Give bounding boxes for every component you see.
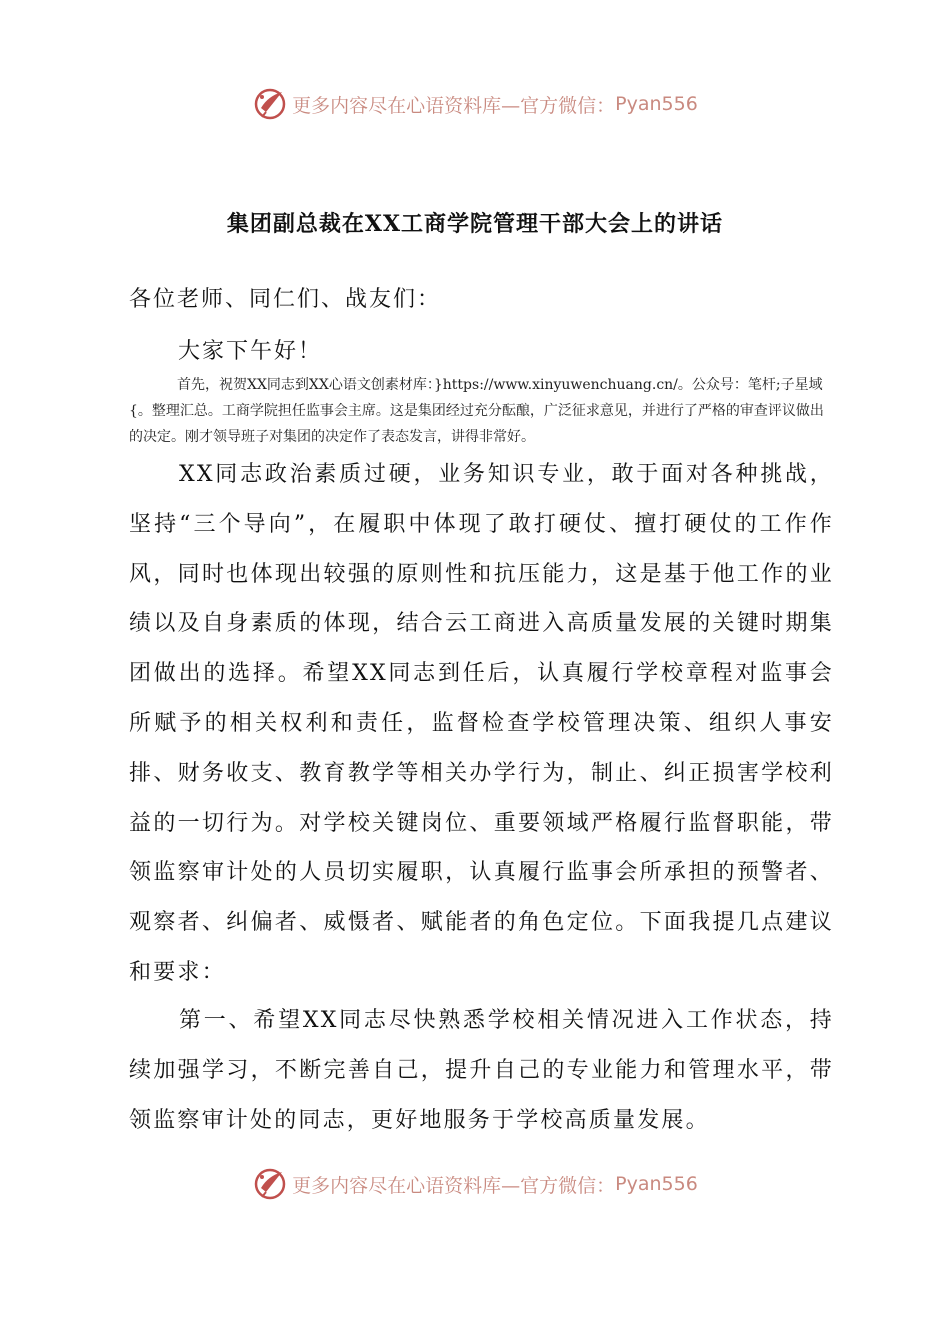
pen-logo-icon: [252, 1166, 288, 1202]
footer-banner-wechat-id: Pyan556: [615, 1173, 698, 1195]
header-banner-wechat-id: Pyan556: [615, 93, 698, 115]
pen-logo-icon: [252, 86, 288, 122]
footer-watermark-banner: [0, 1164, 950, 1204]
header-watermark-banner: [0, 84, 950, 124]
footer-banner-text: 更多内容尽在心语资料库—官方微信：: [292, 1174, 616, 1197]
intro-paragraph: 首先，祝贺XX同志到XX心语文创素材库：}https://www.xinyuwenchuang.cn/。公众号：笔杆;子星域{。整理汇总。工商学院担任监事会主席。这是集团经过充分酝酿，广泛征求意见，并进行了严格的审查评议做出的决定。刚才领导班子对集团的决定作了表态发言，讲得非常好。: [129, 377, 824, 445]
document-title: 集团副总裁在XX工商学院管理干部大会上的讲话: [226, 211, 724, 237]
body-paragraph: XX同志政治素质过硬，业务知识专业，敢于面对各种挑战，坚持“三个导向”，在履职中体现了敢打硬仗、擅打硬仗的工作作风，同时也体现出较强的原则性和抗压能力，这是基于他工作的业绩以及自身素质的体现，结合云工商进入高质量发展的关键时期集团做出的选择。希望XX同志到任后，认真履行学校章程对监事会所赋予的相关权利和责任，监督检查学校管理决策、组织人事安排、财务收支、教育教学等相关办学行为，制止、纠正损害学校利益的一切行为。对学校关键岗位、重要领域严格履行监督职能，带领监察审计处的人员切实履职，认真履行监事会所承担的预警者、观察者、纠偏者、威慑者、赋能者的角色定位。下面我提几点建议和要求：: [129, 462, 834, 985]
greeting: 大家下午好！: [178, 339, 323, 364]
header-banner-text: 更多内容尽在心语资料库—官方微信：: [292, 94, 616, 117]
body-paragraph: 第一、希望XX同志尽快熟悉学校相关情况进入工作状态，持续加强学习，不断完善自己，提升自己的专业能力和管理水平，带领监察审计处的同志，更好地服务于学校高质量发展。: [129, 1008, 834, 1133]
salutation: 各位老师、同仁们、战友们：: [129, 287, 442, 312]
